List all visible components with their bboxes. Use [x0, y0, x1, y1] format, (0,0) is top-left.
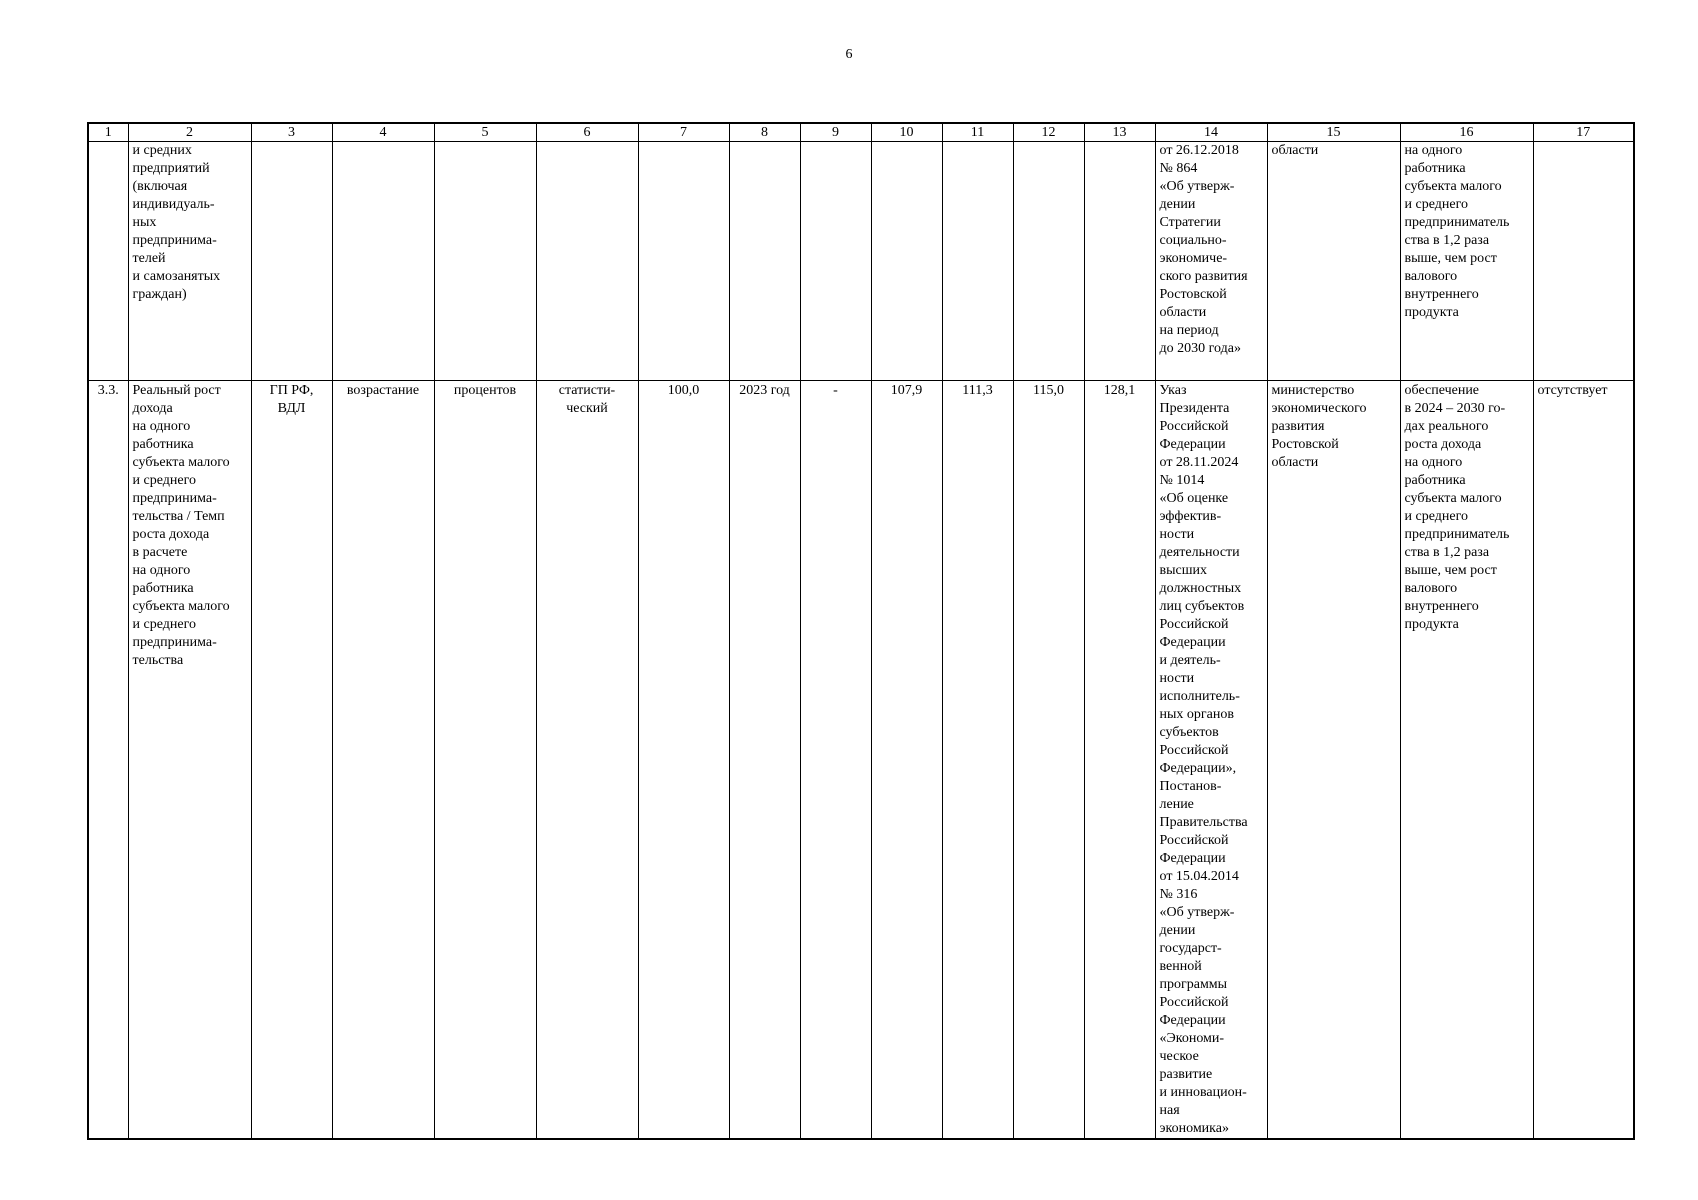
cell-type	[536, 142, 638, 381]
column-number-row	[88, 123, 1634, 142]
cell-value: 115,0	[1013, 381, 1084, 1140]
page-number: 6	[845, 47, 853, 62]
table-row-3-3	[88, 381, 1634, 1140]
cell-responsible: области	[1267, 142, 1400, 381]
cell-value	[1013, 142, 1084, 381]
cell-base-value	[638, 142, 729, 381]
cell-number: 3.3.	[88, 381, 128, 1140]
cell-value	[800, 142, 871, 381]
cell-document: от 26.12.2018 № 864 «Об утверж- дении Стратегии социально- экономиче- ского развития Ростовской области на период до 2030 года»	[1155, 142, 1267, 381]
cell-value: 107,9	[871, 381, 942, 1140]
cell-value: 128,1	[1084, 381, 1155, 1140]
cell-value: 111,3	[942, 381, 1013, 1140]
cell-indicator-name: и средних предприятий (включая индивидуаль- ных предпринима- телей и самозанятых граждан)	[128, 142, 251, 381]
column-number: 9	[800, 123, 871, 142]
cell-number	[88, 142, 128, 381]
column-number: 1	[88, 123, 128, 142]
column-number: 10	[871, 123, 942, 142]
column-number: 17	[1533, 123, 1634, 142]
cell-base-year	[729, 142, 800, 381]
cell-info-system	[1533, 142, 1634, 381]
column-number: 4	[332, 123, 434, 142]
cell-level	[251, 142, 332, 381]
cell-base-year: 2023 год	[729, 381, 800, 1140]
cell-value	[1084, 142, 1155, 381]
cell-value	[942, 142, 1013, 381]
cell-trend	[332, 142, 434, 381]
cell-base-value: 100,0	[638, 381, 729, 1140]
cell-unit	[434, 142, 536, 381]
column-number: 13	[1084, 123, 1155, 142]
column-number: 2	[128, 123, 251, 142]
indicators-table	[87, 122, 1635, 1140]
cell-info-system: отсутствует	[1533, 381, 1634, 1140]
column-number: 12	[1013, 123, 1084, 142]
column-number: 6	[536, 123, 638, 142]
cell-trend: возрастание	[332, 381, 434, 1140]
cell-value	[871, 142, 942, 381]
column-number: 16	[1400, 123, 1533, 142]
table-row-continuation	[88, 142, 1634, 381]
cell-indicator-name: Реальный рост дохода на одного работника субъекта малого и среднего предпринима- тельства / Темп роста дохода в расчете на одного работника субъекта малого и среднего предпринима- тельства	[128, 381, 251, 1140]
cell-document: Указ Президента Российской Федерации от 28.11.2024 № 1014 «Об оценке эффектив- ности деятельности высших должностных лиц субъектов Российской Федерации и деятель- ности исполнитель- ных органов субъектов Российской Федерации», Постанов- ление Правительства Российской Федерации от 15.04.2014 № 316 «Об утверж- дении государст- венной программы Российской Федерации «Экономи- ческое развитие и инновацион- ная экономика»	[1155, 381, 1267, 1140]
cell-type: статисти- ческий	[536, 381, 638, 1140]
column-number: 8	[729, 123, 800, 142]
column-number: 7	[638, 123, 729, 142]
cell-unit: процентов	[434, 381, 536, 1140]
cell-value: -	[800, 381, 871, 1140]
cell-goal-link: на одного работника субъекта малого и среднего предприниматель ства в 1,2 раза выше, чем рост валового внутреннего продукта	[1400, 142, 1533, 381]
column-number: 3	[251, 123, 332, 142]
cell-goal-link: обеспечение в 2024 – 2030 го- дах реального роста дохода на одного работника субъекта малого и среднего предприниматель ства в 1,2 раза выше, чем рост валового внутреннего продукта	[1400, 381, 1533, 1140]
cell-responsible: министерство экономического развития Ростовской области	[1267, 381, 1400, 1140]
column-number: 15	[1267, 123, 1400, 142]
column-number: 5	[434, 123, 536, 142]
cell-level: ГП РФ, ВДЛ	[251, 381, 332, 1140]
column-number: 11	[942, 123, 1013, 142]
column-number: 14	[1155, 123, 1267, 142]
